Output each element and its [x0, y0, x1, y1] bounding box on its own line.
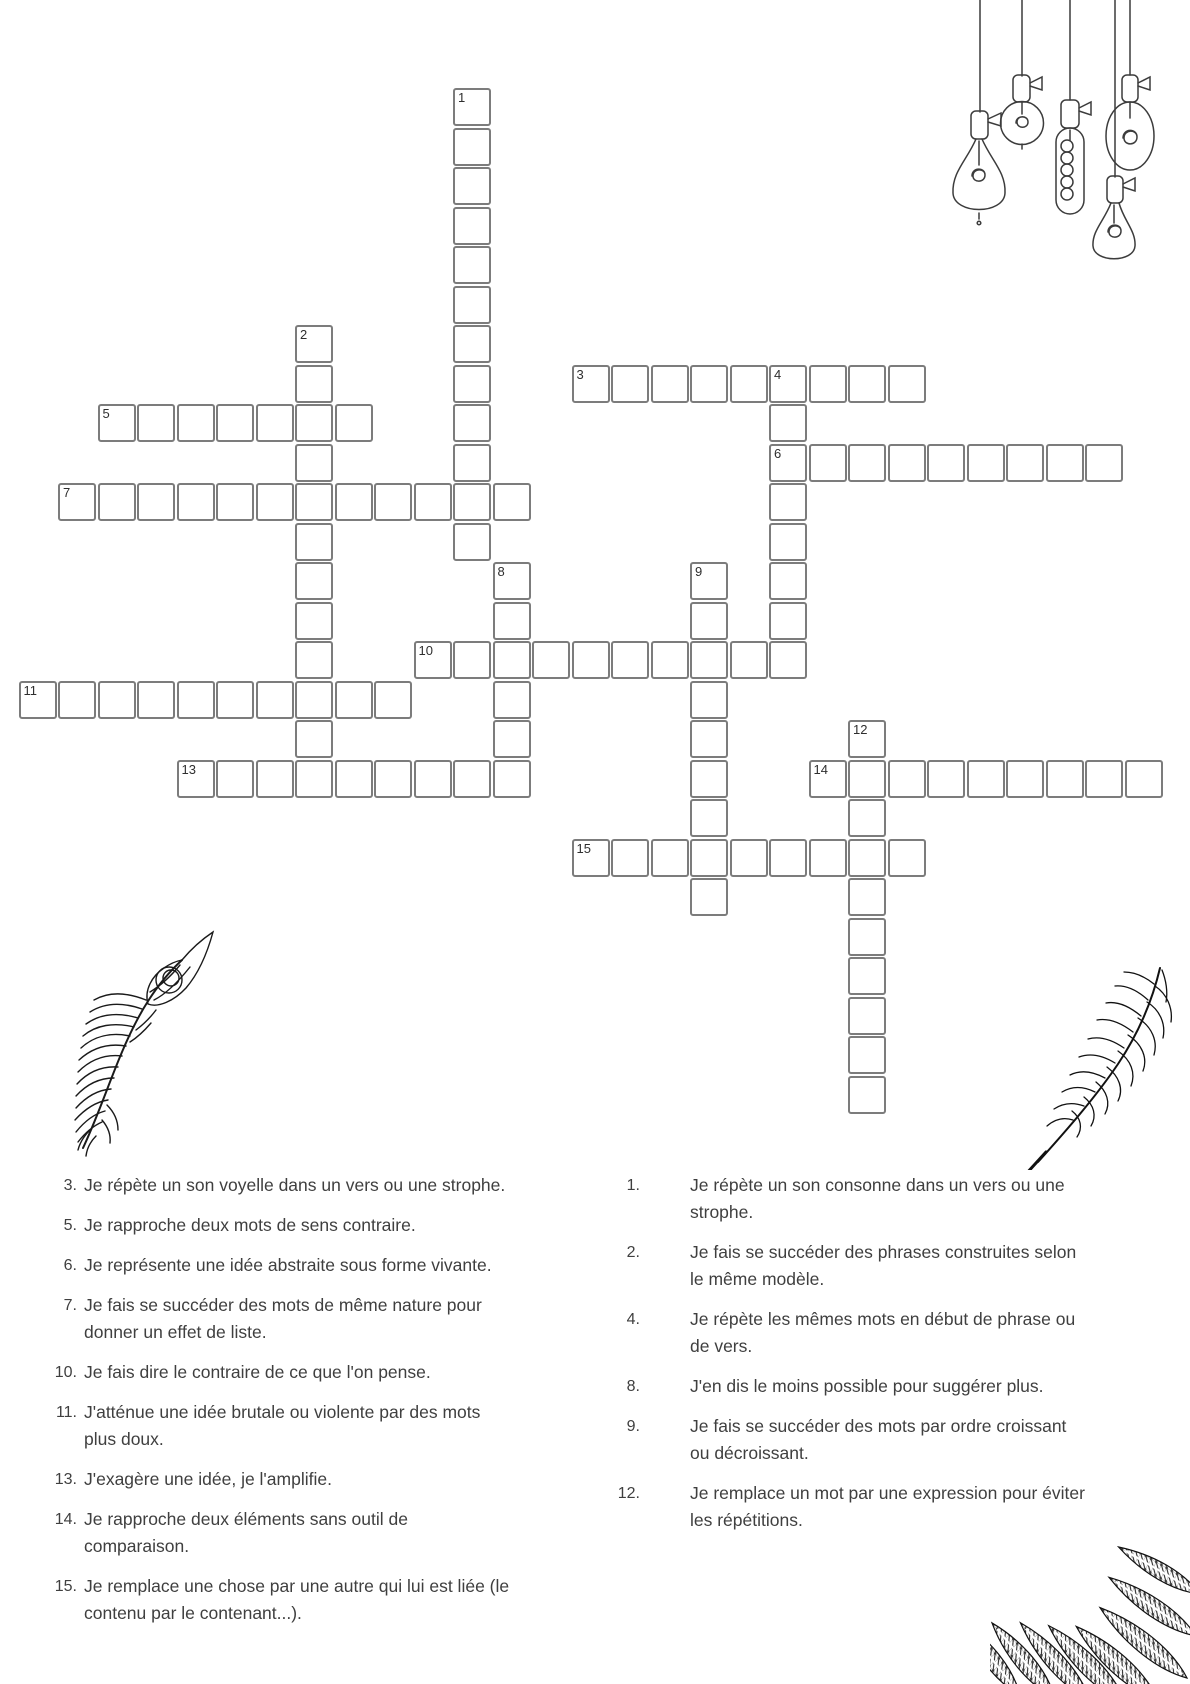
grid-cell[interactable]	[256, 483, 294, 521]
grid-cell[interactable]	[493, 681, 531, 719]
grid-cell[interactable]	[493, 562, 531, 600]
grid-cell[interactable]	[690, 720, 728, 758]
grid-cell[interactable]	[611, 839, 649, 877]
grid-cell[interactable]	[572, 365, 610, 403]
grid-cell[interactable]	[769, 365, 807, 403]
hanging-lightbulbs-icon	[880, 0, 1190, 270]
clue-item	[600, 1413, 1100, 1467]
clue-number: 1.	[626, 1177, 640, 1194]
clue-item	[600, 1480, 1100, 1534]
grid-cell[interactable]	[848, 839, 886, 877]
quill-feather-icon	[1020, 940, 1180, 1170]
clue-number: 3.	[63, 1177, 77, 1194]
grid-cell[interactable]	[453, 246, 491, 284]
clue-text: Je rapproche deux éléments sans outil de comparaison.	[84, 1509, 408, 1556]
grid-cell[interactable]	[967, 444, 1005, 482]
clue-item	[40, 1252, 540, 1279]
grid-cell-number: 7	[63, 485, 71, 500]
clue-text: Je répète un son consonne dans un vers ou une strophe.	[690, 1175, 1065, 1222]
grid-cell[interactable]	[295, 523, 333, 561]
clue-item	[40, 1212, 540, 1239]
grid-cell[interactable]	[295, 720, 333, 758]
clue-item	[40, 1573, 540, 1627]
grid-cell[interactable]	[888, 444, 926, 482]
clue-number: 8.	[626, 1378, 640, 1395]
grid-cell[interactable]	[414, 760, 452, 798]
grid-cell[interactable]	[335, 681, 373, 719]
grid-cell[interactable]	[730, 839, 768, 877]
clue-text: Je répète un son voyelle dans un vers ou une strophe.	[84, 1175, 506, 1195]
clue-item	[40, 1359, 540, 1386]
grid-cell[interactable]	[374, 760, 412, 798]
clue-number: 11.	[55, 1404, 77, 1421]
grid-cell[interactable]	[809, 444, 847, 482]
grid-cell[interactable]	[769, 444, 807, 482]
grid-cell[interactable]	[769, 562, 807, 600]
grid-cell[interactable]	[216, 483, 254, 521]
grid-cell[interactable]	[809, 760, 847, 798]
grid-cell[interactable]	[177, 760, 215, 798]
grid-cell[interactable]	[295, 404, 333, 442]
grid-cell[interactable]	[769, 839, 807, 877]
grid-cell[interactable]	[1085, 760, 1123, 798]
grid-cell[interactable]	[888, 365, 926, 403]
grid-cell[interactable]	[1006, 444, 1044, 482]
grid-cell[interactable]	[809, 365, 847, 403]
grid-cell[interactable]	[453, 286, 491, 324]
grid-cell[interactable]	[927, 444, 965, 482]
grid-cell[interactable]	[690, 562, 728, 600]
grid-cell[interactable]	[453, 167, 491, 205]
grid-cell[interactable]	[690, 760, 728, 798]
grid-cell[interactable]	[690, 602, 728, 640]
grid-cell[interactable]	[453, 325, 491, 363]
grid-cell[interactable]	[690, 681, 728, 719]
grid-cell[interactable]	[572, 839, 610, 877]
grid-cell[interactable]	[730, 641, 768, 679]
clue-number: 4.	[626, 1311, 640, 1328]
grid-cell-number: 4	[774, 366, 782, 382]
grid-cell[interactable]	[137, 681, 175, 719]
clue-item	[600, 1239, 1100, 1293]
clue-text: J'atténue une idée brutale ou violente par des mots plus doux.	[84, 1402, 481, 1449]
grid-cell[interactable]	[493, 720, 531, 758]
clue-item	[40, 1506, 540, 1560]
grid-cell[interactable]	[532, 641, 570, 679]
clue-text: Je remplace un mot par une expression pour éviter les répétitions.	[690, 1483, 1085, 1530]
clue-item	[40, 1292, 540, 1346]
grid-cell[interactable]	[177, 483, 215, 521]
grid-cell[interactable]	[769, 483, 807, 521]
grid-cell-number: 10	[418, 643, 433, 658]
clue-number: 5.	[63, 1217, 77, 1234]
clue-number: 6.	[63, 1257, 77, 1274]
grid-cell-number: 2	[300, 327, 308, 342]
clue-item	[600, 1172, 1100, 1226]
grid-cell[interactable]	[414, 641, 452, 679]
grid-cell-number: 6	[774, 445, 782, 461]
clues-column-down	[600, 1172, 1100, 1547]
grid-cell-number: 5	[102, 406, 110, 421]
grid-cell[interactable]	[1046, 760, 1084, 798]
clue-text: J'en dis le moins possible pour suggérer plus.	[690, 1376, 1044, 1396]
grid-cell[interactable]	[572, 641, 610, 679]
grid-cell[interactable]	[1006, 760, 1044, 798]
grid-cell[interactable]	[730, 365, 768, 403]
clue-number: 14.	[54, 1511, 77, 1528]
clue-text: J'exagère une idée, je l'amplifie.	[84, 1469, 332, 1489]
clue-number: 12.	[617, 1485, 640, 1502]
clues-column-across	[40, 1172, 540, 1640]
grid-cell-number: 3	[576, 366, 584, 382]
grid-cell[interactable]	[295, 483, 333, 521]
grid-cell[interactable]	[1085, 444, 1123, 482]
clue-text: Je répète les mêmes mots en début de phrase ou de vers.	[690, 1309, 1076, 1356]
grid-cell[interactable]	[927, 760, 965, 798]
clue-item	[600, 1306, 1100, 1360]
clue-item	[40, 1172, 540, 1199]
grid-cell[interactable]	[769, 602, 807, 640]
grid-cell[interactable]	[453, 404, 491, 442]
grid-cell[interactable]	[58, 681, 96, 719]
grid-cell[interactable]	[216, 404, 254, 442]
grid-cell[interactable]	[611, 365, 649, 403]
grid-cell[interactable]	[690, 365, 728, 403]
grid-cell[interactable]	[493, 483, 531, 521]
clue-number: 15.	[54, 1578, 77, 1595]
grid-cell[interactable]	[493, 760, 531, 798]
grid-cell[interactable]	[848, 760, 886, 798]
grid-cell[interactable]	[335, 483, 373, 521]
grid-cell[interactable]	[453, 444, 491, 482]
clue-number: 13.	[54, 1471, 77, 1488]
grid-cell[interactable]	[967, 760, 1005, 798]
clue-number: 10.	[54, 1364, 77, 1381]
clue-number: 2.	[626, 1244, 640, 1261]
grid-cell[interactable]	[1125, 760, 1163, 798]
grid-cell-number: 11	[23, 682, 37, 698]
clue-text: Je rapproche deux mots de sens contraire.	[84, 1215, 416, 1235]
grid-cell[interactable]	[295, 760, 333, 798]
grid-cell-number: 9	[695, 564, 703, 579]
peacock-feather-icon	[50, 880, 220, 1170]
grid-cell-number: 8	[497, 564, 505, 579]
grid-cell[interactable]	[690, 799, 728, 837]
grid-cell[interactable]	[98, 404, 136, 442]
clue-number: 9.	[626, 1418, 640, 1435]
grid-cell[interactable]	[651, 365, 689, 403]
grid-cell[interactable]	[493, 641, 531, 679]
grid-cell[interactable]	[374, 483, 412, 521]
grid-cell[interactable]	[848, 720, 886, 758]
grid-cell[interactable]	[848, 1076, 886, 1114]
grid-cell[interactable]	[848, 878, 886, 916]
grid-cell[interactable]	[295, 325, 333, 363]
grid-cell[interactable]	[453, 641, 491, 679]
grid-cell[interactable]	[295, 365, 333, 403]
grid-cell[interactable]	[335, 404, 373, 442]
grid-cell-number: 1	[458, 90, 466, 105]
grid-cell-number: 13	[181, 761, 196, 777]
clue-text: Je fais se succéder des mots de même nature pour donner un effet de liste.	[84, 1295, 482, 1342]
grid-cell[interactable]	[374, 681, 412, 719]
grid-cell[interactable]	[295, 602, 333, 640]
grid-cell[interactable]	[453, 523, 491, 561]
grid-cell[interactable]	[1046, 444, 1084, 482]
grid-cell[interactable]	[137, 483, 175, 521]
grid-cell[interactable]	[19, 681, 57, 719]
grid-cell[interactable]	[216, 681, 254, 719]
grid-cell[interactable]	[295, 641, 333, 679]
grid-cell[interactable]	[335, 760, 373, 798]
grid-cell-number: 15	[576, 840, 591, 856]
clue-text: Je représente une idée abstraite sous forme vivante.	[84, 1255, 492, 1275]
grid-cell[interactable]	[98, 681, 136, 719]
clue-text: Je fais se succéder des phrases construites selon le même modèle.	[690, 1242, 1077, 1289]
grid-cell[interactable]	[295, 444, 333, 482]
grid-cell[interactable]	[453, 88, 491, 126]
clue-item	[600, 1373, 1100, 1400]
clue-text: Je remplace une chose par une autre qui lui est liée (le contenu par le contenant...).	[84, 1576, 510, 1623]
grid-cell[interactable]	[690, 641, 728, 679]
grid-cell[interactable]	[690, 839, 728, 877]
grid-cell[interactable]	[848, 1036, 886, 1074]
grid-cell[interactable]	[888, 760, 926, 798]
grid-cell[interactable]	[848, 365, 886, 403]
grid-cell[interactable]	[414, 483, 452, 521]
grid-cell[interactable]	[651, 839, 689, 877]
grid-cell[interactable]	[256, 404, 294, 442]
grid-cell[interactable]	[453, 128, 491, 166]
grid-cell[interactable]	[848, 444, 886, 482]
grid-cell[interactable]	[493, 602, 531, 640]
grid-cell[interactable]	[58, 483, 96, 521]
grid-cell[interactable]	[453, 365, 491, 403]
grid-cell-number: 12	[853, 722, 868, 737]
grid-cell[interactable]	[216, 760, 254, 798]
grid-cell[interactable]	[453, 207, 491, 245]
grid-cell[interactable]	[453, 483, 491, 521]
grid-cell[interactable]	[848, 957, 886, 995]
grid-cell[interactable]	[256, 760, 294, 798]
grid-cell[interactable]	[453, 760, 491, 798]
grid-cell[interactable]	[137, 404, 175, 442]
clue-item	[40, 1399, 540, 1453]
grid-cell-number: 14	[813, 761, 828, 777]
grid-cell[interactable]	[809, 839, 847, 877]
grid-cell[interactable]	[888, 839, 926, 877]
grid-cell[interactable]	[177, 404, 215, 442]
grid-cell[interactable]	[611, 641, 649, 679]
clue-text: Je fais se succéder des mots par ordre croissant ou décroissant.	[690, 1416, 1067, 1463]
grid-cell[interactable]	[848, 918, 886, 956]
grid-cell[interactable]	[256, 681, 294, 719]
grid-cell[interactable]	[177, 681, 215, 719]
grid-cell[interactable]	[651, 641, 689, 679]
grid-cell[interactable]	[769, 523, 807, 561]
grid-cell[interactable]	[295, 681, 333, 719]
clue-item	[40, 1466, 540, 1493]
clue-text: Je fais dire le contraire de ce que l'on pense.	[84, 1362, 431, 1382]
grid-cell[interactable]	[295, 562, 333, 600]
grid-cell[interactable]	[769, 641, 807, 679]
grid-cell[interactable]	[98, 483, 136, 521]
grid-cell[interactable]	[848, 799, 886, 837]
grid-cell[interactable]	[848, 997, 886, 1035]
grid-cell[interactable]	[769, 404, 807, 442]
grid-cell[interactable]	[690, 878, 728, 916]
clue-number: 7.	[63, 1297, 77, 1314]
